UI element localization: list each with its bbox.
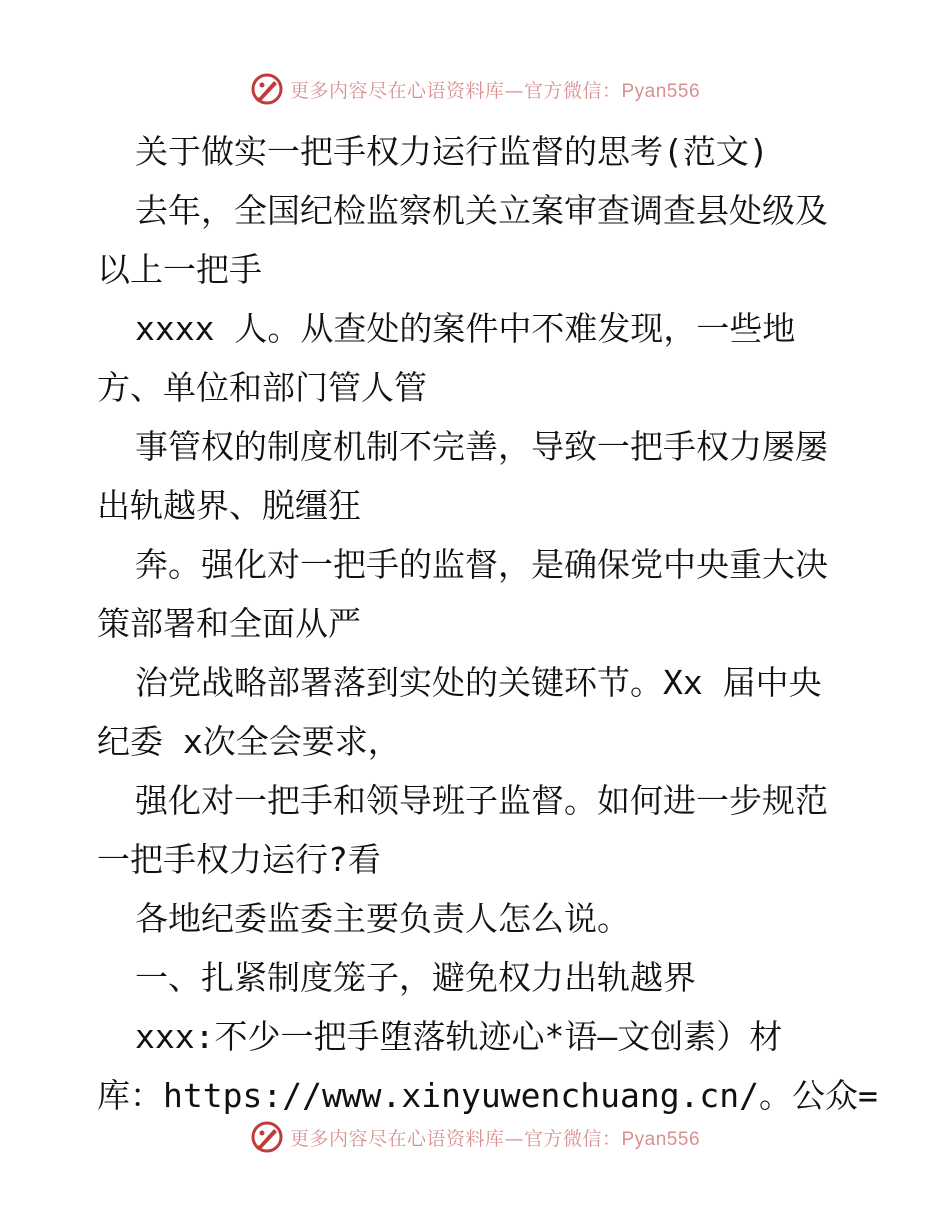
doc-line: 奔。强化对一把手的监督，是确保党中央重大决: [135, 545, 828, 584]
doc-line: 以上一把手: [97, 250, 262, 289]
doc-line: xxx:不少一把手堕落轨迹心*语—文创素）材: [135, 1017, 783, 1056]
header-text: 更多内容尽在心语资料库—官方微信：: [289, 79, 622, 102]
header-watermark: [0, 72, 950, 112]
doc-line: 一把手权力运行?看: [97, 840, 381, 879]
doc-line: 纪委 x次全会要求，: [97, 722, 401, 761]
doc-line: 强化对一把手和领导班子监督。如何进一步规范: [135, 781, 828, 820]
doc-line: 去年，全国纪检监察机关立案审查调查县处级及: [135, 191, 828, 230]
section-heading: 一、扎紧制度笼子，避免权力出轨越界: [135, 958, 696, 997]
footer-wechat-id: Pyan556: [621, 1128, 701, 1150]
header-wechat-id: Pyan556: [621, 80, 701, 102]
footer-watermark: [0, 1120, 950, 1160]
quill-logo-icon: [250, 72, 284, 106]
doc-line: 策部署和全面从严: [97, 604, 361, 643]
doc-line: 方、单位和部门管人管: [97, 368, 427, 407]
footer-text: 更多内容尽在心语资料库—官方微信：: [289, 1127, 622, 1150]
footer-watermark-text: [290, 1124, 700, 1151]
doc-line: 各地纪委监委主要负责人怎么说。: [135, 899, 630, 938]
doc-line: 治党战略部署落到实处的关键环节。Xx 届中央: [135, 663, 822, 702]
doc-title: 关于做实一把手权力运行监督的思考(范文): [135, 132, 769, 171]
quill-logo-icon: [250, 1120, 284, 1154]
document-body: [97, 122, 878, 1125]
header-watermark-text: [290, 76, 700, 103]
doc-line: 出轨越界、脱缰狂: [97, 486, 361, 525]
doc-line: xxxx 人。从查处的案件中不难发现，一些地: [135, 309, 796, 348]
doc-line-url: 库：https://www.xinyuwenchuang.cn/。公众=: [97, 1076, 878, 1115]
doc-line: 事管权的制度机制不完善，导致一把手权力屡屡: [135, 427, 828, 466]
